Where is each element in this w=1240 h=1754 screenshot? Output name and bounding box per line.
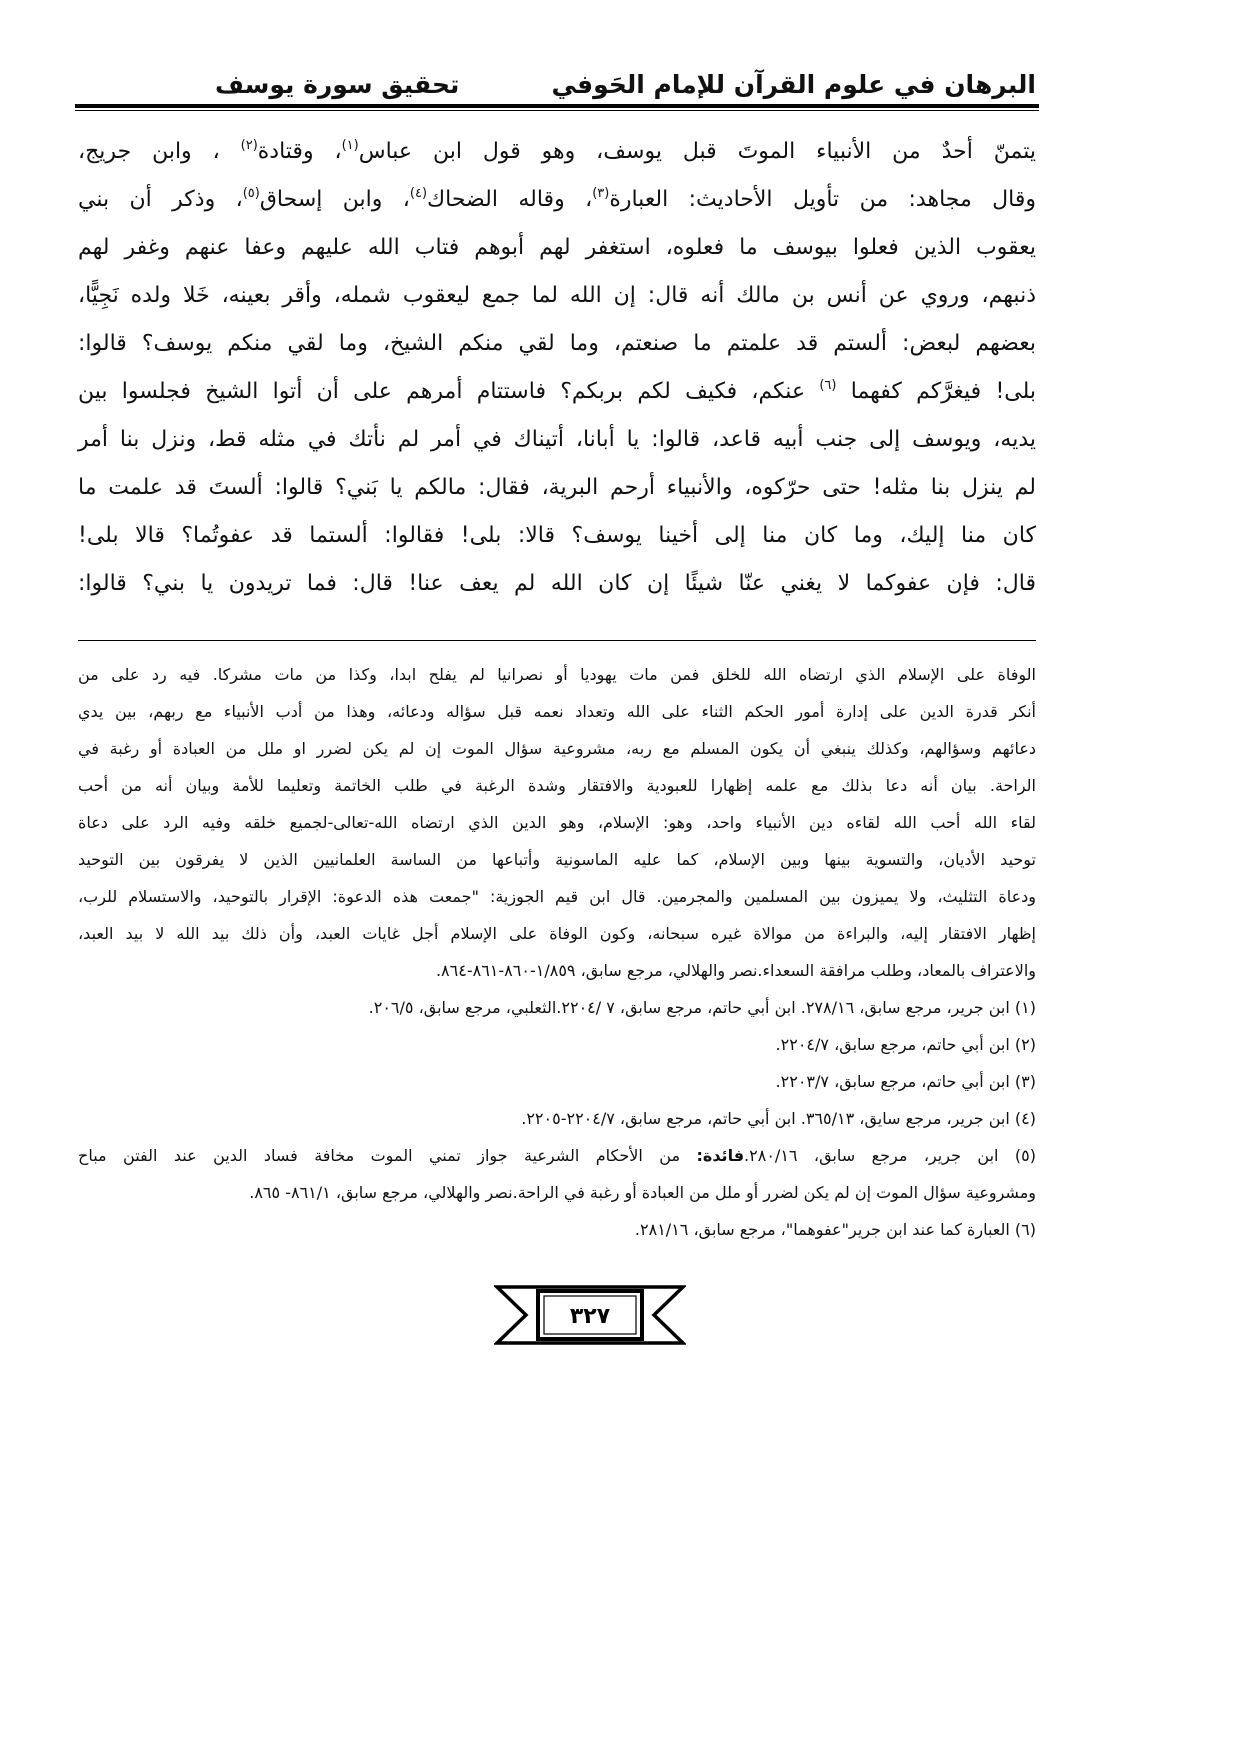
footnote-line: الراحة. بيان أنه دعا بذلك مع علمه إظهارا للعبودية والافتقار وشدة الرغبة في طلب الخاتمة وتعليما للأمة وبيان أنه من أحب: [78, 776, 1036, 795]
footnote-5-label: فائدة:: [696, 1146, 745, 1165]
body-text: ذنبهم، وروي عن أنس بن مالك أنه قال: إن الله لما جمع ليعقوب شمله، وأقر بعينه، خَلا ولده نَجِيًّا،: [78, 283, 1036, 308]
footnote-3: (٣) ابن أبي حاتم، مرجع سابق، ٢٢٠٣/٧.: [775, 1072, 1036, 1091]
body-line: [78, 320, 1036, 368]
banner-frame: [494, 1282, 686, 1348]
body-line: [78, 560, 1036, 608]
footnote-line: دعائهم وسؤالهم، وكذلك ينبغي أن يكون المسلم مع ربه، مشروعية سؤال الموت إن لم يكن لضرر او ملل من العبادة أو رغبة في: [78, 739, 1036, 758]
header-rule: [75, 104, 1039, 111]
body-text: قال: فإن عفوكما لا يغني عنّا شيئًا إن كان الله لم يعف عنا! قال: فما تريدون يا بني؟ قالوا:: [78, 571, 1036, 596]
page-number: ٣٢٧: [569, 1304, 611, 1329]
body-text: ، وذكر أن بني: [78, 187, 243, 212]
footnote-marker: (٤): [409, 186, 428, 201]
body-line: [78, 368, 1036, 416]
footnote-2: (٢) ابن أبي حاتم، مرجع سابق، ٢٢٠٤/٧.: [775, 1035, 1036, 1054]
running-header: [78, 64, 1036, 104]
footnote-marker: (٢): [240, 138, 258, 153]
main-text: [78, 128, 1036, 608]
footnote-6: (٦) العبارة كما عند ابن جرير"عفوهما"، مرجع سابق، ٢٨١/١٦.: [634, 1220, 1036, 1239]
body-text: يعقوب الذين فعلوا بيوسف ما فعلوه، استغفر لهم أبوهم فتاب الله عليهم وعفا عنهم وغفر لهم: [78, 235, 1036, 260]
footnote-marker: (٥): [242, 186, 260, 201]
footnotes: [78, 656, 1036, 1248]
body-text: يديه، ويوسف إلى جنب أبيه قاعد، قالوا: يا أبانا، أتيناك في أمر لم نأتك في مثله قط، ونزل بنا أمر: [78, 427, 1036, 452]
body-text: ، وقاله الضحاك: [427, 187, 593, 212]
footnote-line: توحيد الأديان، والتسوية بينها وبين الإسلام، كما عليه الماسونية وأتباعها من الساسة العلمانيين الذين لا يفرقون بين التوحيد: [78, 850, 1036, 869]
body-text: عنكم، فكيف لكم بربكم؟ فاستتام أمرهم على أن أتوا الشيخ فجلسوا بين: [78, 379, 820, 404]
footnote-4: (٤) ابن جرير، مرجع سايق، ٣٦٥/١٣. ابن أبي حاتم، مرجع سابق، ٢٢٠٤/٧-٢٢٠٥.: [521, 1109, 1036, 1128]
body-text: بلى! فيغرَّكم كفهما: [836, 379, 1037, 404]
body-text: لم ينزل بنا مثله! حتى حرّكوه، والأنبياء أرحم البرية، فقال: مالكم يا بَني؟ قالوا: ألستَ قد علمت ما: [78, 475, 1036, 500]
footnote-line: إظهار الافتقار إليه، والبراءة من موالاة غيره سبحانه، وكون الوفاة على الإسلام أجل غايات العبد، وأن ذلك بيد الله لا بيد العبد،: [78, 924, 1036, 943]
footnote-marker: (٦): [819, 378, 837, 393]
footnote-separator: [78, 640, 1036, 641]
body-text: ، وابن إسحاق: [259, 187, 410, 212]
body-line: [78, 224, 1036, 272]
footnote-5-text: من الأحكام الشرعية جواز تمني الموت مخافة فساد الدين عند الفتن مباح: [78, 1146, 697, 1165]
footnote-1: (١) ابن جرير، مرجع سابق، ٢٧٨/١٦. ابن أبي حاتم، مرجع سابق، ٧ /٢٢٠٤.الثعلبي، مرجع سابق، ٢٠٦/٥.: [368, 998, 1036, 1017]
body-text: ، وقتادة: [257, 139, 342, 164]
footnote-line: أنكر قدرة الدين على إدارة أمور الحكم الثناء على الله وتعداد نعمه قبل سؤاله ودعائه، وهذا من أدب الأنبياء مع ربهم، بين يدي: [78, 702, 1036, 721]
body-text: وقال مجاهد: من تأويل الأحاديث: العبارة: [609, 187, 1036, 212]
footnote-line: والاعتراف بالمعاد، وطلب مرافقة السعداء.نصر والهلالي، مرجع سابق، ١/٨٥٩-٨٦٠-٨٦١-٨٦٤.: [435, 961, 1036, 980]
footnote-5-continuation: ومشروعية سؤال الموت إن لم يكن لضرر أو ملل من العبادة أو رغبة في الراحة.نصر والهلالي، مرجع سابق، ٨٦١/١- ٨٦٥.: [249, 1183, 1036, 1202]
body-line: [78, 176, 1036, 224]
footnote-5: [78, 1137, 1036, 1174]
page-number-banner: [494, 1282, 686, 1348]
body-text: كان منا إليك، وما كان منا إلى أخينا يوسف؟ قالا: بلى! فقالوا: ألستما قد عفوتُما؟ قالا بلى!: [78, 523, 1036, 548]
footnote-marker: (١): [341, 138, 359, 153]
body-line: [78, 464, 1036, 512]
footnote-marker: (٣): [592, 186, 610, 201]
body-text: يتمنّ أحدٌ من الأنبياء الموتَ قبل يوسف، وهو قول ابن عباس: [358, 139, 1036, 164]
body-line: [78, 416, 1036, 464]
body-line: [78, 512, 1036, 560]
body-text: بعضهم لبعض: ألستم قد علمتم ما صنعتم، وما لقي منكم الشيخ، وما لقي منكم يوسف؟ قالوا:: [78, 331, 1036, 356]
footnote-line: لقاء الله أحب الله لقاءه دين الأنبياء واحد، وهو: الإسلام، وهو الدين الذي ارتضاه الله-تعالى-لجميع خلقه وفيه الرد على دعاة: [78, 813, 1036, 832]
body-line: [78, 128, 1036, 176]
body-text: ، وابن جريج،: [78, 139, 241, 164]
footnote-line: الوفاة على الإسلام الذي ارتضاه الله للخلق فمن مات يهوديا أو نصرانيا لم يفلح ابدا، وكذا من مات مشركا. فيه رد على من: [78, 665, 1036, 684]
book-title: البرهان في علوم القرآن للإمام الحَوفي: [551, 69, 1036, 99]
section-title: تحقيق سورة يوسف: [215, 69, 460, 99]
footnote-line: ودعاة التثليث، ولا يميزون بين المسلمين والمجرمين. قال ابن قيم الجوزية: "جمعت هذه الدعوة: الإقرار بالتوحيد، والاستسلام للرب،: [78, 887, 1036, 906]
body-line: [78, 272, 1036, 320]
footnote-5-reference: (٥) ابن جرير، مرجع سابق، ٢٨٠/١٦.: [744, 1146, 1036, 1165]
